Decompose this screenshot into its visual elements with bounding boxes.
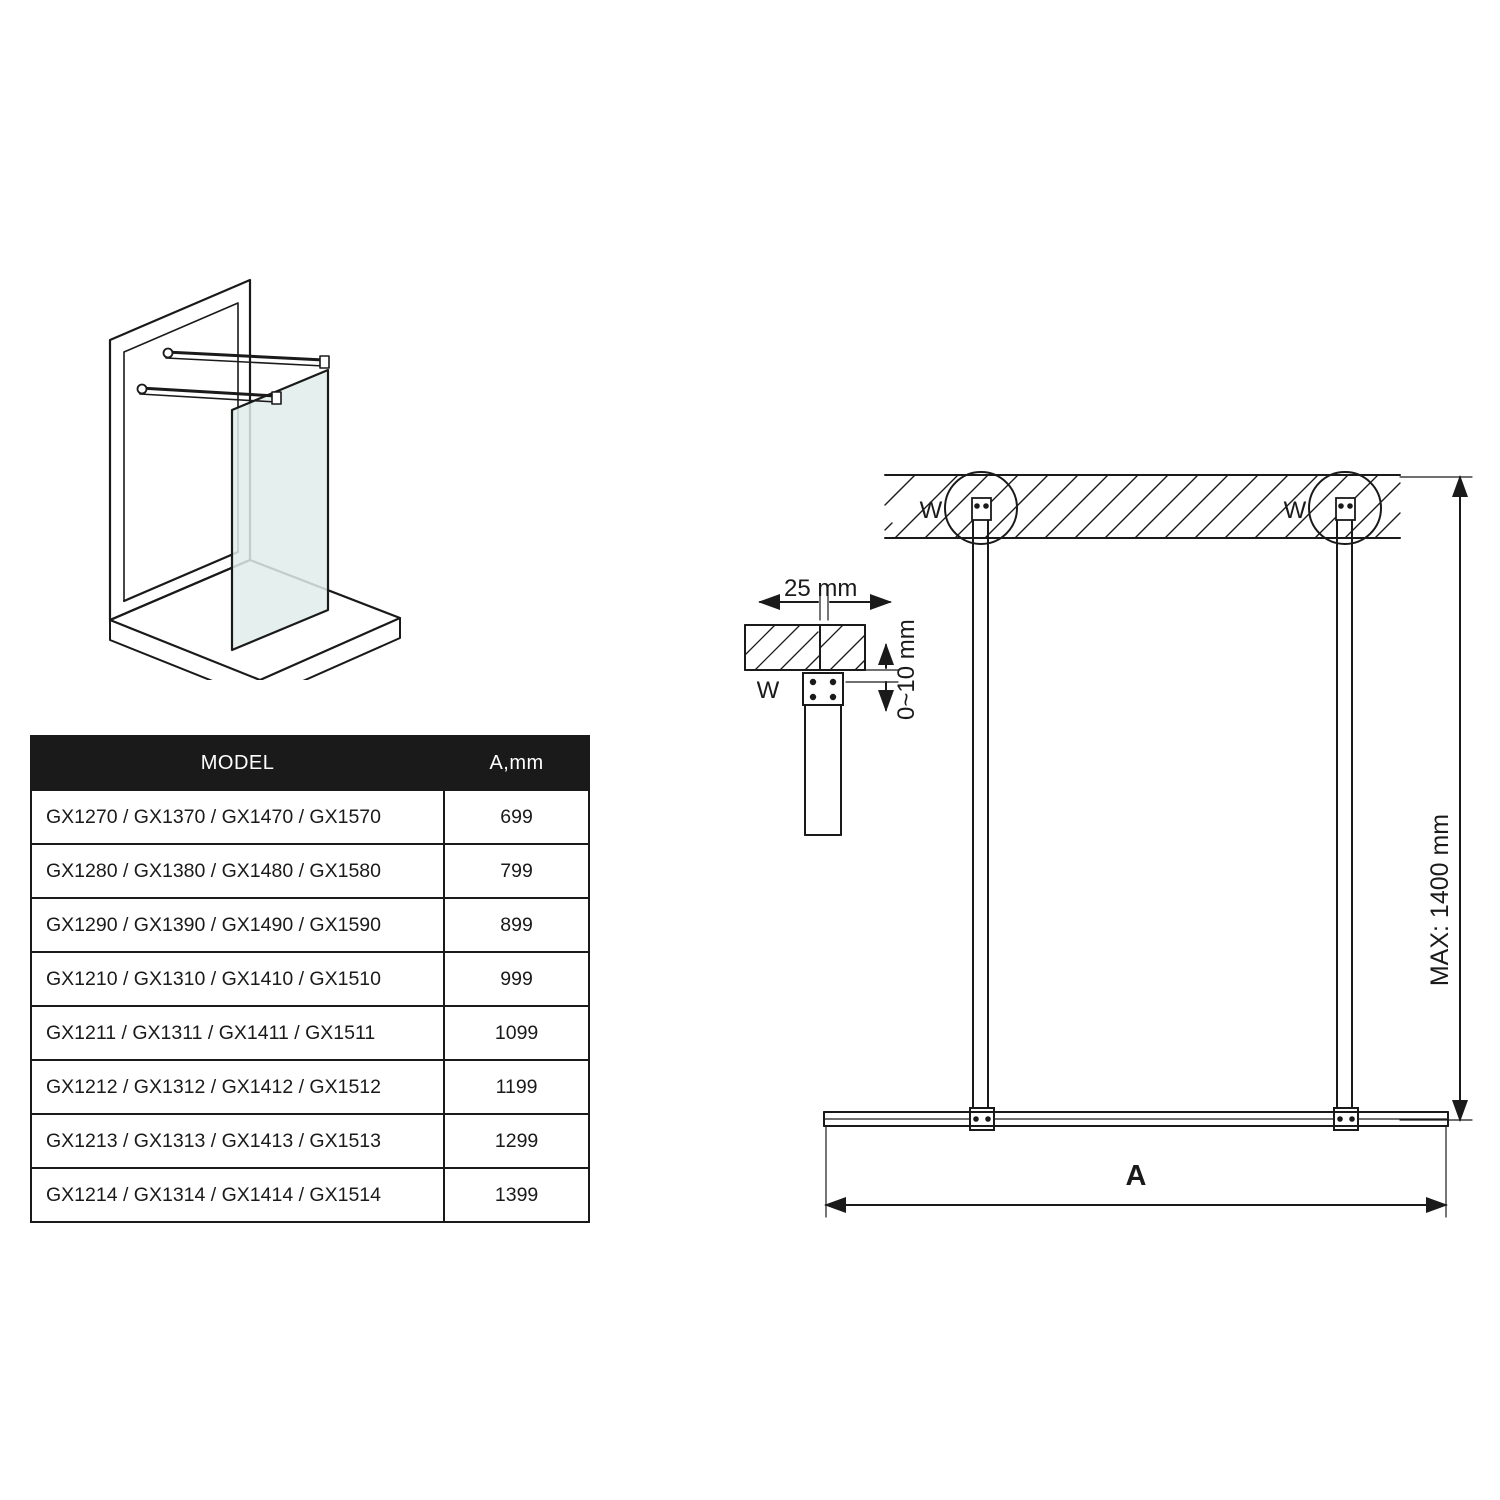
model-dimension-table	[30, 735, 590, 1223]
cell-a: 1199	[444, 1060, 589, 1114]
cell-model: GX1214 / GX1314 / GX1414 / GX1514	[31, 1168, 444, 1222]
wall-marker-right-label: W	[1283, 497, 1307, 524]
table-header-model: MODEL	[31, 736, 444, 790]
table-header-row	[31, 736, 589, 790]
ceiling-hatch	[885, 475, 1400, 538]
cell-a: 999	[444, 952, 589, 1006]
cell-model: GX1212 / GX1312 / GX1412 / GX1512	[31, 1060, 444, 1114]
table-head	[31, 736, 589, 790]
table-row	[31, 1114, 589, 1168]
wall-marker-left-label: W	[919, 497, 943, 524]
technical-drawing	[700, 420, 1490, 1250]
table-body	[31, 790, 589, 1222]
table-header-a: A,mm	[444, 736, 589, 790]
table-row	[31, 1006, 589, 1060]
table-row	[31, 844, 589, 898]
cell-model: GX1290 / GX1390 / GX1490 / GX1590	[31, 898, 444, 952]
width-dimension-label: A	[1125, 1160, 1147, 1192]
cell-model: GX1211 / GX1311 / GX1411 / GX1511	[31, 1006, 444, 1060]
cell-model: GX1270 / GX1370 / GX1470 / GX1570	[31, 790, 444, 844]
table-row	[31, 790, 589, 844]
table-row	[31, 1168, 589, 1222]
table-row	[31, 1060, 589, 1114]
height-dimension	[1400, 477, 1472, 1120]
isometric-illustration	[80, 260, 460, 680]
cell-model: GX1280 / GX1380 / GX1480 / GX1580	[31, 844, 444, 898]
left-support-post	[945, 472, 1017, 1130]
detail-width-label: 25 mm	[784, 575, 858, 602]
cell-a: 1099	[444, 1006, 589, 1060]
detail-wall-marker-label: W	[756, 677, 780, 704]
height-dimension-label: MAX: 1400 mm	[1426, 813, 1454, 987]
cell-model: GX1213 / GX1313 / GX1413 / GX1513	[31, 1114, 444, 1168]
detail-wall-section	[745, 585, 898, 835]
cell-a: 1299	[444, 1114, 589, 1168]
table-row	[31, 952, 589, 1006]
cell-model: GX1210 / GX1310 / GX1410 / GX1510	[31, 952, 444, 1006]
right-support-post	[1309, 472, 1381, 1130]
detail-gap-label: 0~10 mm	[893, 619, 920, 720]
table-row	[31, 898, 589, 952]
cell-a: 799	[444, 844, 589, 898]
cell-a: 1399	[444, 1168, 589, 1222]
cell-a: 899	[444, 898, 589, 952]
cell-a: 699	[444, 790, 589, 844]
